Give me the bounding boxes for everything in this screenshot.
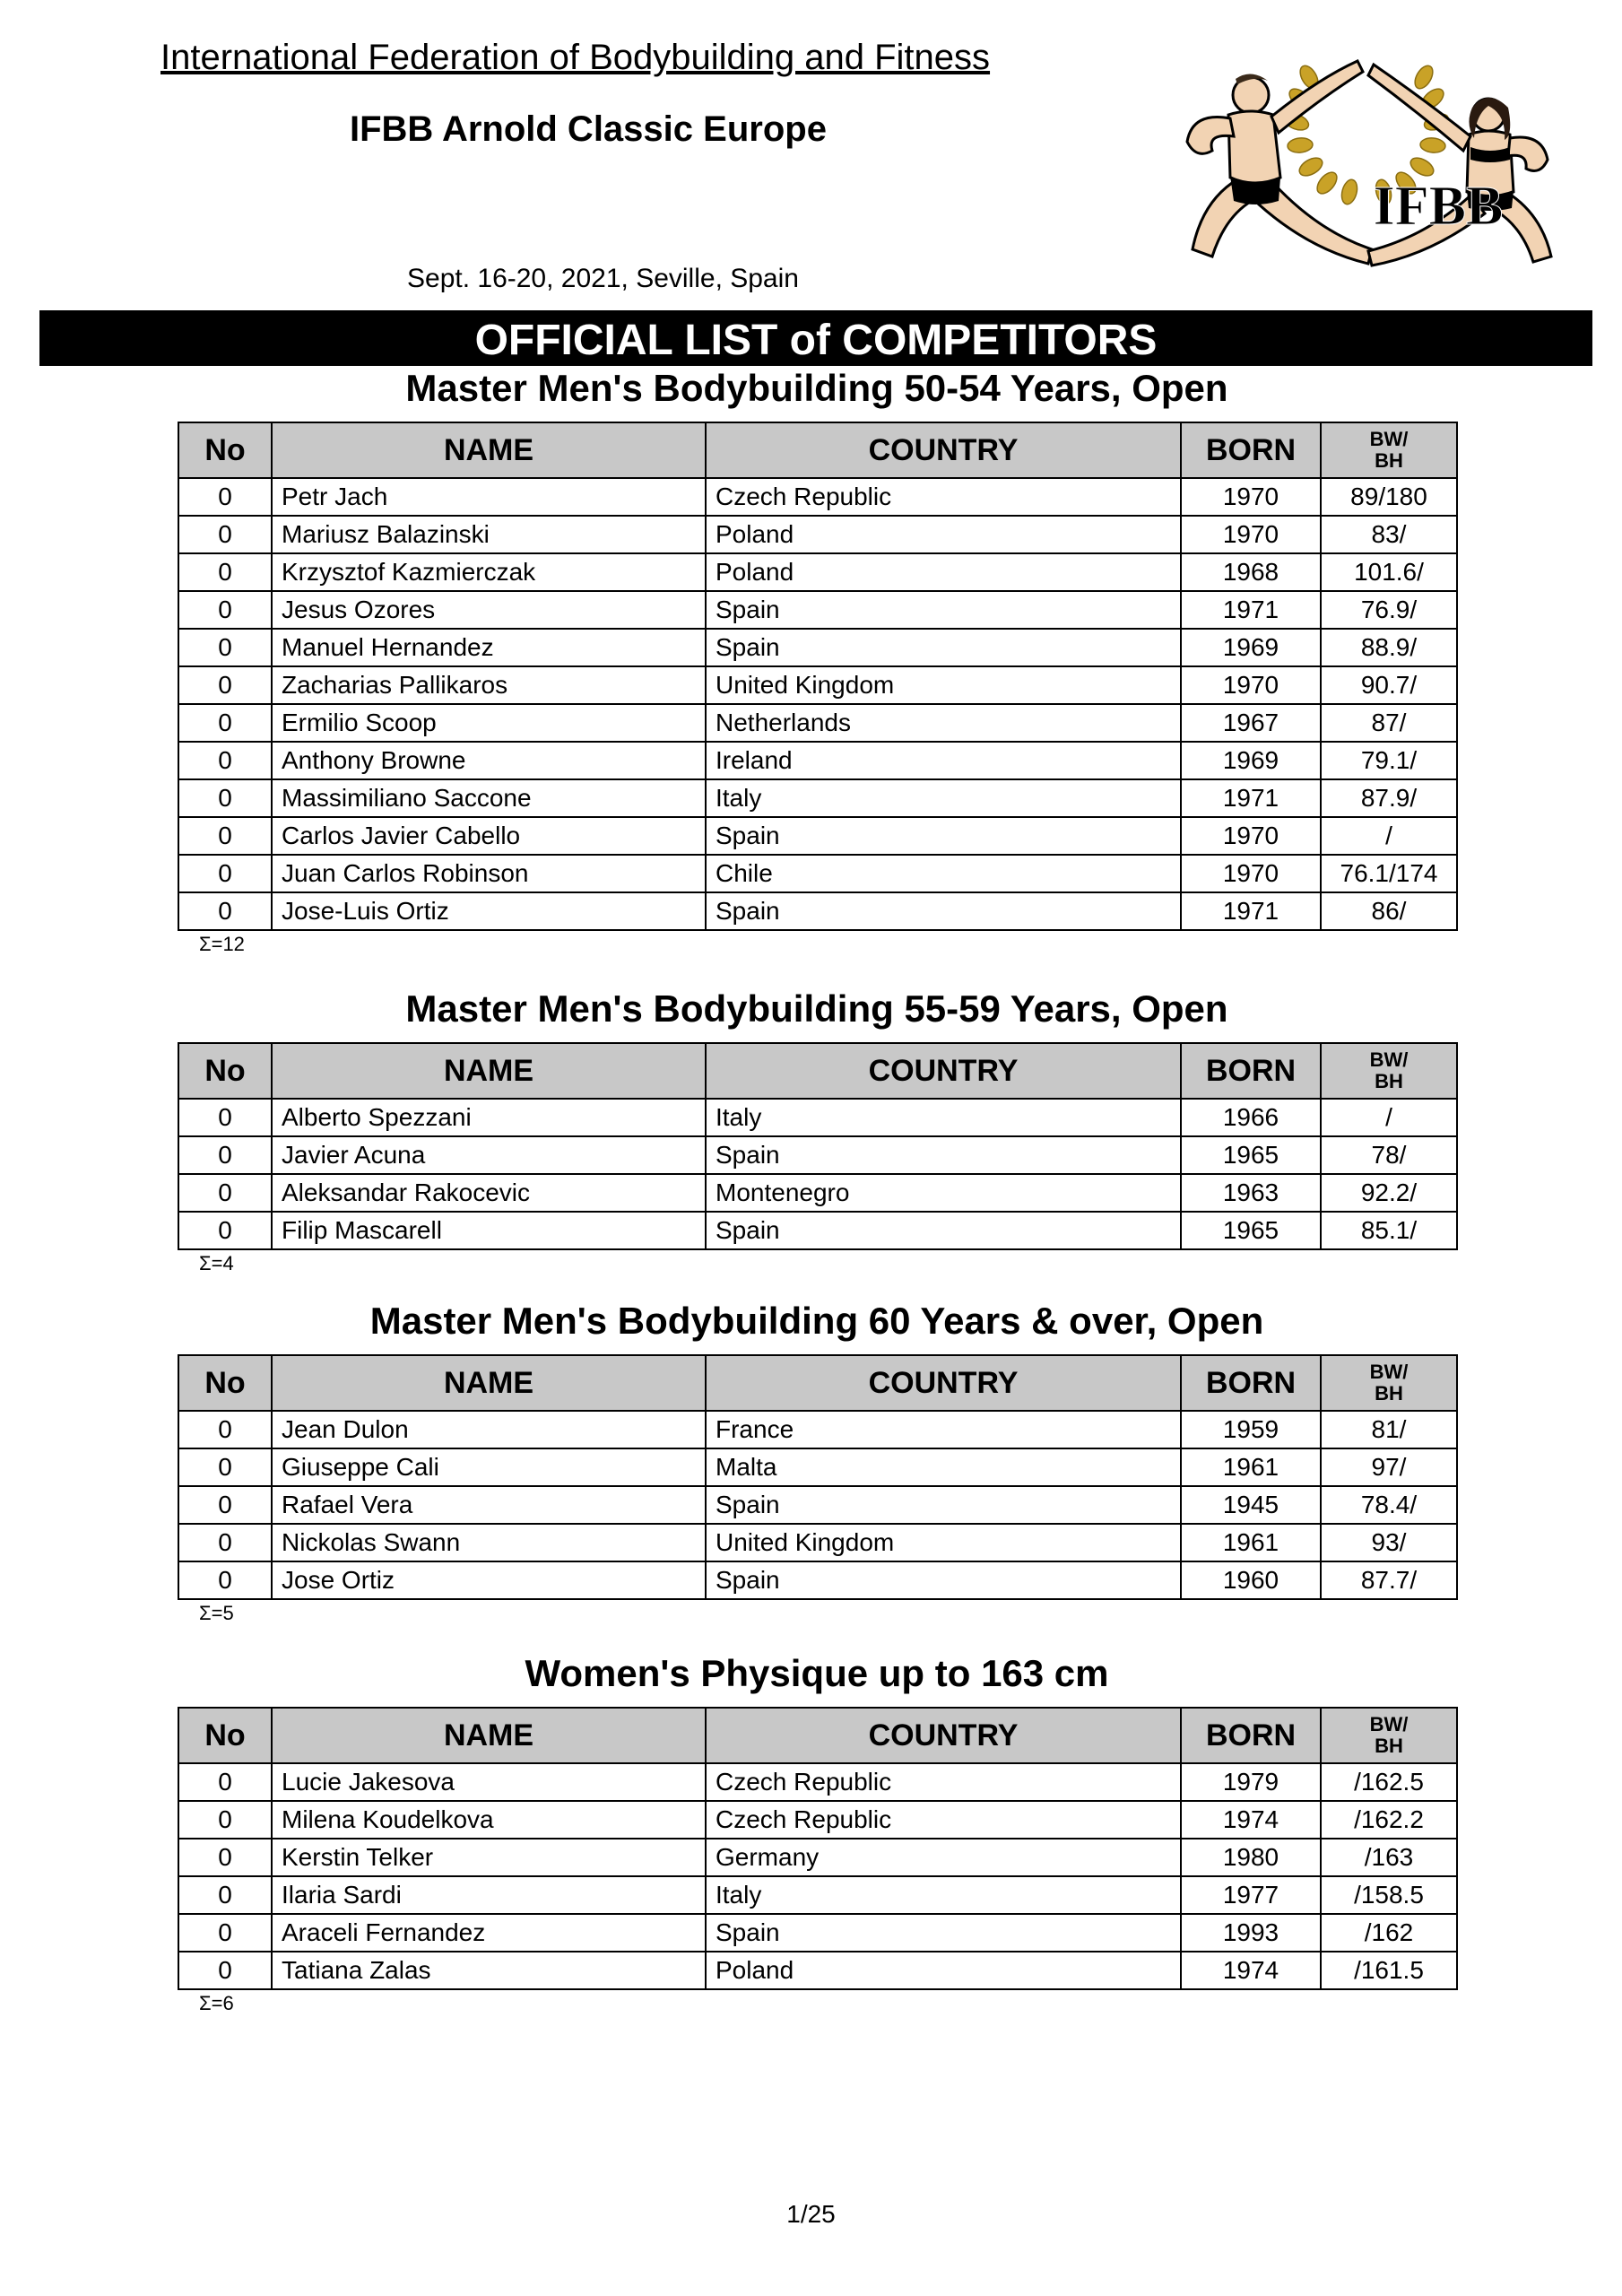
cell-no: 0 [178,1801,272,1839]
cell-name: Filip Mascarell [272,1212,706,1249]
cell-country: Spain [706,1486,1181,1524]
cell-name: Ilaria Sardi [272,1876,706,1914]
event-title: IFBB Arnold Classic Europe [350,109,827,149]
cell-born: 1966 [1181,1099,1321,1136]
table-row [178,1952,1457,1989]
table-row [178,1448,1457,1486]
cell-bwbh: 85.1/ [1321,1212,1457,1249]
cell-born: 1970 [1181,478,1321,516]
logo-text: IFBB [1373,176,1504,237]
cell-bwbh: 76.9/ [1321,591,1457,629]
col-header-bw: BW/ [1369,1048,1409,1071]
cell-born: 1970 [1181,817,1321,855]
cell-no: 0 [178,779,272,817]
cell-no: 0 [178,1136,272,1174]
cell-born: 1969 [1181,742,1321,779]
cell-country: Montenegro [706,1174,1181,1212]
cell-no: 0 [178,1952,272,1989]
table-row [178,1486,1457,1524]
cell-no: 0 [178,1914,272,1952]
table-row [178,666,1457,704]
cell-country: Netherlands [706,704,1181,742]
cell-born: 1965 [1181,1212,1321,1249]
cell-bwbh: 87.7/ [1321,1561,1457,1599]
cell-country: Chile [706,855,1181,892]
col-header-name: NAME [272,1708,706,1763]
cell-born: 1967 [1181,704,1321,742]
cell-born: 1970 [1181,666,1321,704]
cell-born: 1974 [1181,1801,1321,1839]
cell-bwbh: 86/ [1321,892,1457,930]
cell-no: 0 [178,516,272,553]
cell-born: 1979 [1181,1763,1321,1801]
col-header-born: BORN [1181,1355,1321,1411]
cell-country: Spain [706,1914,1181,1952]
col-header-country: COUNTRY [706,1708,1181,1763]
competitor-section [178,364,1456,958]
cell-name: Alberto Spezzani [272,1099,706,1136]
cell-name: Krzysztof Kazmierczak [272,553,706,591]
competitors-table [178,1707,1458,1990]
competitor-section [178,985,1456,1277]
col-header-bh: BH [1375,449,1403,472]
cell-country: Spain [706,1212,1181,1249]
table-row [178,553,1457,591]
cell-no: 0 [178,591,272,629]
cell-no: 0 [178,629,272,666]
cell-name: Jose-Luis Ortiz [272,892,706,930]
table-row [178,478,1457,516]
table-row [178,516,1457,553]
cell-country: Poland [706,1952,1181,1989]
cell-bwbh: 92.2/ [1321,1174,1457,1212]
cell-no: 0 [178,553,272,591]
table-row [178,1801,1457,1839]
table-row [178,704,1457,742]
cell-born: 1961 [1181,1524,1321,1561]
cell-bwbh: /162.2 [1321,1801,1457,1839]
cell-name: Jean Dulon [272,1411,706,1448]
cell-no: 0 [178,666,272,704]
col-header-country: COUNTRY [706,1043,1181,1099]
cell-born: 1959 [1181,1411,1321,1448]
cell-no: 0 [178,1448,272,1486]
cell-no: 0 [178,1212,272,1249]
cell-name: Tatiana Zalas [272,1952,706,1989]
cell-bwbh: /163 [1321,1839,1457,1876]
section-title: Women's Physique up to 163 cm [525,1652,1109,1694]
table-header-row [178,422,1457,478]
table-row [178,1411,1457,1448]
cell-born: 1960 [1181,1561,1321,1599]
col-header-no: No [178,422,272,478]
cell-bwbh: / [1321,817,1457,855]
cell-no: 0 [178,1561,272,1599]
col-header-no: No [178,1043,272,1099]
table-row [178,742,1457,779]
cell-born: 1968 [1181,553,1321,591]
cell-bwbh: /161.5 [1321,1952,1457,1989]
cell-born: 1969 [1181,629,1321,666]
ifbb-logo-graphic [1166,25,1565,312]
cell-name: Giuseppe Cali [272,1448,706,1486]
section-count: Σ=5 [199,1602,234,1624]
col-header-bwbh [1321,1043,1457,1099]
cell-name: Nickolas Swann [272,1524,706,1561]
cell-country: France [706,1411,1181,1448]
cell-country: United Kingdom [706,1524,1181,1561]
col-header-bh: BH [1375,1382,1403,1405]
table-row [178,629,1457,666]
cell-bwbh: 79.1/ [1321,742,1457,779]
official-list-banner: OFFICIAL LIST of COMPETITORS [39,310,1592,366]
col-header-name: NAME [272,1355,706,1411]
cell-bwbh: 90.7/ [1321,666,1457,704]
col-header-bw: BW/ [1369,1361,1409,1383]
cell-no: 0 [178,742,272,779]
cell-bwbh: 101.6/ [1321,553,1457,591]
cell-name: Jesus Ozores [272,591,706,629]
section-count: Σ=6 [199,1992,234,2014]
cell-country: Poland [706,516,1181,553]
cell-name: Rafael Vera [272,1486,706,1524]
cell-no: 0 [178,1839,272,1876]
section-count: Σ=12 [199,933,245,955]
cell-born: 1980 [1181,1839,1321,1876]
cell-bwbh: 83/ [1321,516,1457,553]
cell-born: 1971 [1181,779,1321,817]
col-header-name: NAME [272,422,706,478]
col-header-bh: BH [1375,1070,1403,1092]
table-row [178,1212,1457,1249]
table-header-row [178,1708,1457,1763]
cell-country: Czech Republic [706,1763,1181,1801]
cell-name: Anthony Browne [272,742,706,779]
cell-country: Czech Republic [706,1801,1181,1839]
cell-name: Javier Acuna [272,1136,706,1174]
cell-bwbh: 89/180 [1321,478,1457,516]
cell-name: Araceli Fernandez [272,1914,706,1952]
cell-born: 1970 [1181,516,1321,553]
cell-country: Italy [706,1099,1181,1136]
cell-country: Germany [706,1839,1181,1876]
cell-born: 1971 [1181,892,1321,930]
organization-title: International Federation of Bodybuilding and Fitness [160,38,991,77]
cell-country: Spain [706,817,1181,855]
table-row [178,591,1457,629]
table-row [178,1524,1457,1561]
col-header-no: No [178,1708,272,1763]
cell-country: Italy [706,779,1181,817]
table-header-row [178,1355,1457,1411]
cell-name: Juan Carlos Robinson [272,855,706,892]
cell-country: Malta [706,1448,1181,1486]
competitor-section [178,1297,1456,1627]
cell-bwbh: / [1321,1099,1457,1136]
cell-country: United Kingdom [706,666,1181,704]
cell-born: 1970 [1181,855,1321,892]
table-header-row [178,1043,1457,1099]
table-row [178,855,1457,892]
section-title: Master Men's Bodybuilding 50-54 Years, Open [405,367,1228,409]
cell-bwbh: 93/ [1321,1524,1457,1561]
cell-bwbh: /162 [1321,1914,1457,1952]
cell-no: 0 [178,1524,272,1561]
cell-bwbh: /158.5 [1321,1876,1457,1914]
col-header-no: No [178,1355,272,1411]
table-row [178,1876,1457,1914]
cell-name: Massimiliano Saccone [272,779,706,817]
col-header-country: COUNTRY [706,422,1181,478]
section-count: Σ=4 [199,1252,234,1274]
cell-name: Kerstin Telker [272,1839,706,1876]
cell-country: Spain [706,629,1181,666]
cell-bwbh: 88.9/ [1321,629,1457,666]
cell-no: 0 [178,1099,272,1136]
cell-name: Lucie Jakesova [272,1763,706,1801]
cell-country: Spain [706,591,1181,629]
cell-name: Mariusz Balazinski [272,516,706,553]
cell-born: 1974 [1181,1952,1321,1989]
cell-no: 0 [178,1876,272,1914]
col-header-born: BORN [1181,422,1321,478]
cell-bwbh: 78/ [1321,1136,1457,1174]
competitors-table [178,1354,1458,1600]
table-row [178,892,1457,930]
col-header-bwbh [1321,422,1457,478]
cell-name: Carlos Javier Cabello [272,817,706,855]
col-header-bh: BH [1375,1735,1403,1757]
cell-bwbh: 78.4/ [1321,1486,1457,1524]
cell-born: 1993 [1181,1914,1321,1952]
cell-no: 0 [178,817,272,855]
table-row [178,1839,1457,1876]
cell-bwbh: 97/ [1321,1448,1457,1486]
competitor-section [178,1649,1456,2017]
cell-born: 1945 [1181,1486,1321,1524]
cell-born: 1961 [1181,1448,1321,1486]
cell-bwbh: 87/ [1321,704,1457,742]
cell-name: Petr Jach [272,478,706,516]
cell-no: 0 [178,1411,272,1448]
cell-born: 1963 [1181,1174,1321,1212]
col-header-name: NAME [272,1043,706,1099]
col-header-bw: BW/ [1369,1713,1409,1735]
cell-country: Italy [706,1876,1181,1914]
cell-no: 0 [178,855,272,892]
cell-name: Aleksandar Rakocevic [272,1174,706,1212]
event-date-location: Sept. 16-20, 2021, Seville, Spain [407,264,799,293]
cell-name: Milena Koudelkova [272,1801,706,1839]
cell-born: 1965 [1181,1136,1321,1174]
cell-no: 0 [178,1763,272,1801]
cell-country: Poland [706,553,1181,591]
section-title: Master Men's Bodybuilding 55-59 Years, Open [405,987,1228,1030]
cell-country: Czech Republic [706,478,1181,516]
table-row [178,1174,1457,1212]
cell-no: 0 [178,478,272,516]
table-row [178,779,1457,817]
col-header-country: COUNTRY [706,1355,1181,1411]
table-row [178,1561,1457,1599]
col-header-bwbh [1321,1355,1457,1411]
cell-bwbh: 76.1/174 [1321,855,1457,892]
page-number: 1/25 [786,2200,836,2228]
competitors-table [178,422,1458,931]
section-title: Master Men's Bodybuilding 60 Years & over, Open [369,1300,1264,1342]
cell-name: Manuel Hernandez [272,629,706,666]
cell-name: Ermilio Scoop [272,704,706,742]
col-header-bw: BW/ [1369,428,1409,450]
cell-name: Jose Ortiz [272,1561,706,1599]
cell-no: 0 [178,1174,272,1212]
cell-no: 0 [178,892,272,930]
table-row [178,1914,1457,1952]
ifbb-logo [1166,25,1565,312]
cell-country: Spain [706,1561,1181,1599]
competitors-table [178,1042,1458,1250]
cell-no: 0 [178,1486,272,1524]
cell-bwbh: 87.9/ [1321,779,1457,817]
col-header-born: BORN [1181,1708,1321,1763]
cell-name: Zacharias Pallikaros [272,666,706,704]
cell-bwbh: /162.5 [1321,1763,1457,1801]
col-header-bwbh [1321,1708,1457,1763]
table-row [178,817,1457,855]
cell-bwbh: 81/ [1321,1411,1457,1448]
cell-country: Spain [706,892,1181,930]
cell-country: Ireland [706,742,1181,779]
cell-born: 1971 [1181,591,1321,629]
cell-country: Spain [706,1136,1181,1174]
cell-born: 1977 [1181,1876,1321,1914]
col-header-born: BORN [1181,1043,1321,1099]
table-row [178,1099,1457,1136]
table-row [178,1136,1457,1174]
table-row [178,1763,1457,1801]
cell-no: 0 [178,704,272,742]
